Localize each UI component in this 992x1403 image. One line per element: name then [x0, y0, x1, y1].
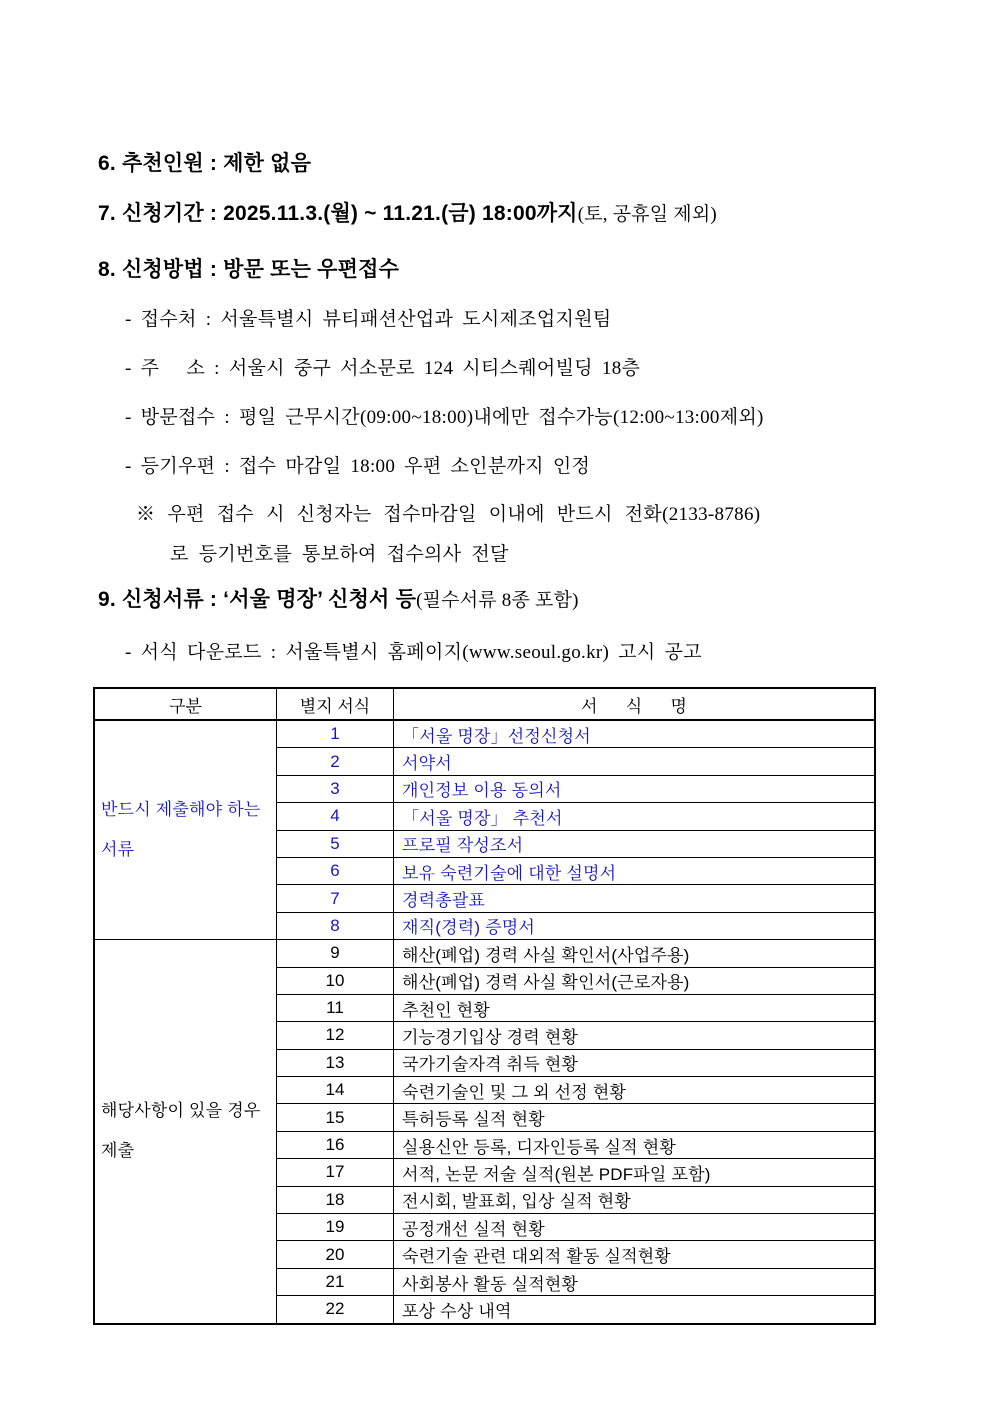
table-row: [277, 775, 874, 802]
form-name-cell: 「서울 명장」선정신청서: [402, 726, 591, 746]
table-header-row: [95, 689, 874, 721]
form-name-cell: 해산(폐업) 경력 사실 확인서(사업주용): [402, 945, 690, 965]
form-name-cell: 보유 숙련기술에 대한 설명서: [402, 863, 617, 883]
table-row: [277, 721, 874, 747]
form-name-cell: 사회봉사 활동 실적현황: [402, 1274, 579, 1294]
form-number-cell: 5: [277, 831, 394, 857]
form-name-cell: 전시회, 발표회, 입상 실적 현황: [402, 1192, 632, 1212]
section-7-bold-text: 7. 신청기간 : 2025.11.3.(월) ~ 11.21.(금) 18:00까지: [98, 202, 578, 225]
required-documents-table: [93, 687, 876, 1325]
form-number-cell: 13: [277, 1050, 394, 1076]
group-rows: [277, 940, 874, 1322]
sub-item-visit-hours: - 방문접수 : 평일 근무시간(09:00~18:00)내에만 접수가능(12:00~13:00제외): [125, 407, 764, 428]
form-name-cell: 해산(폐업) 경력 사실 확인서(근로자용): [402, 973, 690, 993]
table-row: [277, 1131, 874, 1158]
form-name-cell: 「서울 명장」 추천서: [402, 808, 563, 828]
form-number-cell: 8: [277, 913, 394, 939]
sub-item-registered-mail: - 등기우편 : 접수 마감일 18:00 우편 소인분까지 인정: [125, 456, 591, 477]
form-number-cell: 22: [277, 1296, 394, 1322]
sub-item-receipt-office: - 접수처 : 서울특별시 뷰티패션산업과 도시제조업지원팀: [125, 309, 612, 330]
section-9-heading: [98, 586, 906, 615]
table-row: [277, 1103, 874, 1130]
table-row: [277, 1295, 874, 1322]
table-row: [277, 747, 874, 774]
form-number-cell: 2: [277, 748, 394, 774]
form-number-cell: 10: [277, 968, 394, 994]
form-number-cell: 3: [277, 776, 394, 802]
section-7-note-text: (토, 공휴일 제외): [577, 204, 717, 225]
form-number-cell: 6: [277, 858, 394, 884]
form-number-cell: 12: [277, 1022, 394, 1048]
table-row: [277, 1213, 874, 1240]
table-row: [277, 994, 874, 1021]
form-name-cell: 실용신안 등록, 디자인등록 실적 현황: [402, 1137, 676, 1157]
section-7-heading: [98, 200, 906, 229]
group-rows: [277, 721, 874, 939]
group-label: 해당사항이 있을 경우 제출: [95, 940, 277, 1322]
table-row: [277, 1021, 874, 1048]
form-number-cell: 4: [277, 803, 394, 829]
form-name-cell: 개인정보 이용 동의서: [402, 781, 562, 801]
form-number-cell: 18: [277, 1187, 394, 1213]
table-row: [277, 802, 874, 829]
form-number-cell: 11: [277, 995, 394, 1021]
section-8-heading: 8. 신청방법 : 방문 또는 우편접수: [98, 258, 400, 281]
form-name-cell: 추천인 현황: [402, 1000, 491, 1020]
form-number-cell: 7: [277, 885, 394, 911]
table-row: [277, 857, 874, 884]
table-row: [277, 1268, 874, 1295]
table-row: [277, 830, 874, 857]
sub-item-address: - 주 소 : 서울시 중구 서소문로 124 시티스퀘어빌딩 18층: [125, 358, 641, 379]
form-number-cell: 16: [277, 1132, 394, 1158]
form-number-cell: 9: [277, 940, 394, 966]
form-name-cell: 서적, 논문 저술 실적(원본 PDF파일 포함): [402, 1164, 711, 1184]
form-name-cell: 특허등록 실적 현황: [402, 1110, 545, 1130]
form-name-cell: 재직(경력) 증명서: [402, 918, 535, 938]
table-row: [277, 1049, 874, 1076]
form-number-cell: 14: [277, 1077, 394, 1103]
form-name-cell: 프로필 작성조서: [402, 836, 524, 856]
form-number-cell: 17: [277, 1159, 394, 1185]
table-row: [277, 967, 874, 994]
form-name-cell: 숙련기술 관련 대외적 활동 실적현황: [402, 1247, 672, 1267]
form-name-cell: 숙련기술인 및 그 외 선정 현황: [402, 1082, 627, 1102]
form-name-cell: 공정개선 실적 현황: [402, 1219, 545, 1239]
form-number-cell: 19: [277, 1214, 394, 1240]
table-row: [277, 1240, 874, 1267]
form-name-cell: 포상 수상 내역: [402, 1301, 512, 1321]
section-9-bold-text: 9. 신청서류 : ‘서울 명장’ 신청서 등: [98, 588, 417, 611]
table-row: [277, 940, 874, 966]
table-group-1: [95, 721, 874, 939]
section-6-heading: 6. 추천인원 : 제한 없음: [98, 152, 312, 175]
header-form-number: 별지 서식: [277, 689, 394, 719]
mail-notice-line-2: 로 등기번호를 통보하여 접수의사 전달: [170, 544, 509, 565]
form-name-cell: 기능경기입상 경력 현황: [402, 1027, 579, 1047]
sub-item-form-download: - 서식 다운로드 : 서울특별시 홈페이지(www.seoul.go.kr) 고시 공고: [125, 642, 702, 663]
mail-notice-line-1: ※ 우편 접수 시 신청자는 접수마감일 이내에 반드시 전화(2133-8786): [136, 504, 761, 525]
table-row: [277, 1186, 874, 1213]
form-number-cell: 20: [277, 1241, 394, 1267]
group-label: 반드시 제출해야 하는 서류: [95, 721, 277, 939]
table-row: [277, 912, 874, 939]
header-category: 구분: [95, 689, 277, 719]
form-number-cell: 15: [277, 1104, 394, 1130]
table-row: [277, 1076, 874, 1103]
form-name-cell: 국가기술자격 취득 현황: [402, 1055, 579, 1075]
table-group-2: [95, 939, 874, 1322]
form-number-cell: 1: [277, 721, 394, 747]
table-row: [277, 1158, 874, 1185]
section-9-note-text: (필수서류 8종 포함): [416, 590, 579, 611]
form-number-cell: 21: [277, 1269, 394, 1295]
form-name-cell: 경력총괄표: [402, 891, 486, 911]
form-name-cell: 서약서: [402, 754, 452, 774]
table-body: [95, 721, 874, 1323]
table-row: [277, 884, 874, 911]
header-form-name: 서 식 명: [581, 696, 687, 716]
